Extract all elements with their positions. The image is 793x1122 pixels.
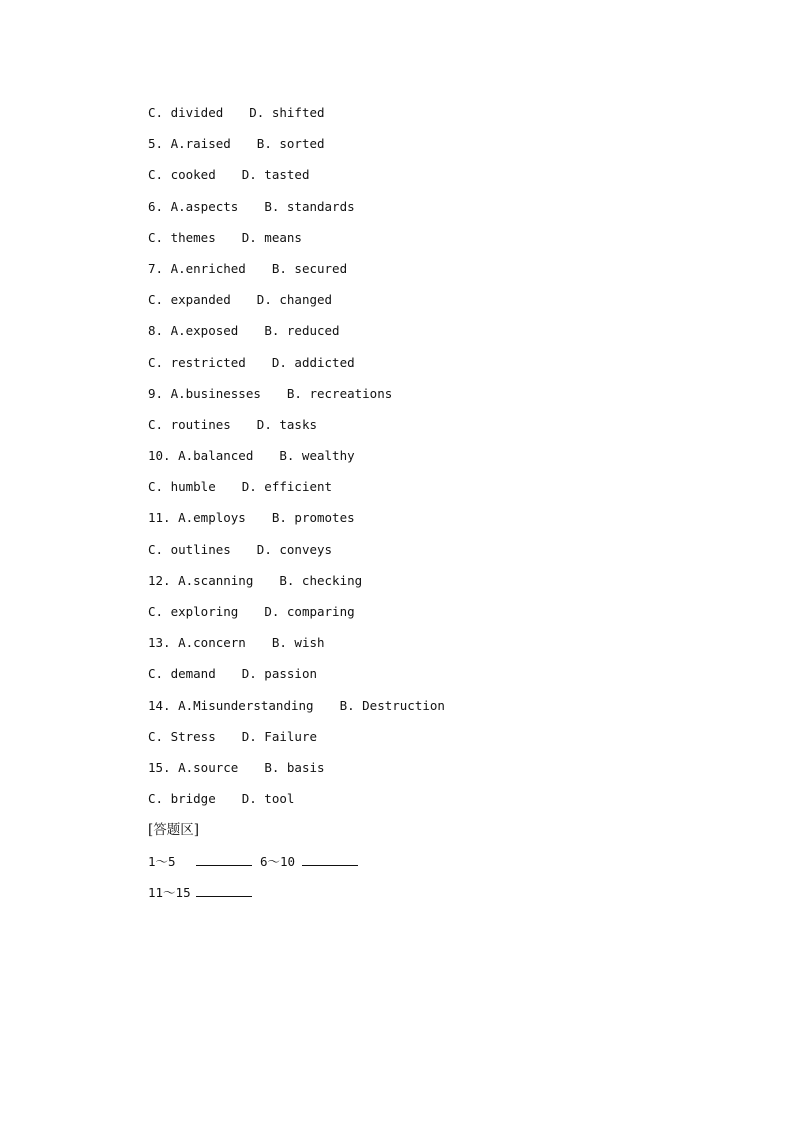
answer-range-11-15: 11～15 xyxy=(148,884,191,900)
option-line xyxy=(148,102,708,133)
option-left: 13. A.concern xyxy=(148,635,246,651)
option-right: D. passion xyxy=(241,666,317,682)
option-line xyxy=(148,133,708,164)
option-line xyxy=(148,726,708,757)
option-line xyxy=(148,414,708,445)
option-right: D. tool xyxy=(241,791,295,807)
option-right: B. sorted xyxy=(256,136,325,152)
answer-range-1-5: 1～5 xyxy=(148,853,176,869)
option-line xyxy=(148,320,708,351)
option-line xyxy=(148,570,708,601)
option-left: C. demand xyxy=(148,666,216,682)
option-left: C. themes xyxy=(148,229,216,245)
option-right: B. standards xyxy=(264,198,355,214)
option-left: C. humble xyxy=(148,479,216,495)
option-line xyxy=(148,164,708,195)
option-left: C. cooked xyxy=(148,167,216,183)
answer-area-title: [答题区] xyxy=(148,822,200,839)
answer-row-2 xyxy=(148,882,708,913)
option-right: B. basis xyxy=(264,759,325,775)
option-line xyxy=(148,507,708,538)
answer-blank-6-10[interactable] xyxy=(302,851,358,866)
option-right: B. reduced xyxy=(264,323,340,339)
option-right: B. wealthy xyxy=(279,448,355,464)
option-right: B. Destruction xyxy=(339,697,445,713)
option-left: 7. A.enriched xyxy=(148,260,246,276)
option-right: D. comparing xyxy=(264,604,355,619)
option-line xyxy=(148,601,708,632)
option-right: D. addicted xyxy=(271,354,355,370)
option-line xyxy=(148,695,708,726)
option-right: B. secured xyxy=(271,260,348,276)
option-right: D. means xyxy=(241,229,302,245)
option-line xyxy=(148,196,708,227)
answer-blank-11-15[interactable] xyxy=(196,882,252,897)
option-right: D. tasks xyxy=(256,416,318,432)
option-line xyxy=(148,476,708,507)
option-left: 14. A.Misunderstanding xyxy=(148,697,314,713)
option-left: C. routines xyxy=(148,416,231,432)
option-left: C. divided xyxy=(148,105,224,120)
option-line xyxy=(148,788,708,819)
option-line xyxy=(148,539,708,570)
option-right: D. shifted xyxy=(249,105,325,120)
option-right: D. Failure xyxy=(241,728,317,744)
option-left: 9. A.businesses xyxy=(148,385,261,401)
option-left: C. outlines xyxy=(148,541,231,557)
option-right: B. recreations xyxy=(286,385,393,401)
option-line xyxy=(148,383,708,414)
option-left: C. Stress xyxy=(148,728,216,744)
option-right: D. changed xyxy=(256,292,333,308)
option-line xyxy=(148,227,708,258)
answer-blank-1-5[interactable] xyxy=(196,851,252,866)
option-line xyxy=(148,258,708,289)
option-line xyxy=(148,757,708,788)
option-left: 12. A.scanning xyxy=(148,572,254,588)
option-line xyxy=(148,445,708,476)
option-left: C. restricted xyxy=(148,354,246,370)
answer-range-6-10: 6～10 xyxy=(260,853,296,869)
option-left: 11. A.employs xyxy=(148,510,246,526)
option-left: 6. A.aspects xyxy=(148,198,239,214)
option-right: D. efficient xyxy=(241,479,333,495)
option-left: C. exploring xyxy=(148,604,239,619)
option-left: 15. A.source xyxy=(148,759,239,775)
option-right: B. wish xyxy=(271,635,325,651)
option-right: B. promotes xyxy=(271,510,355,526)
answer-row-1 xyxy=(148,851,708,882)
option-line xyxy=(148,663,708,694)
option-right: D. tasted xyxy=(241,167,310,183)
option-left: 10. A.balanced xyxy=(148,448,254,464)
option-right: B. checking xyxy=(279,572,363,588)
option-left: 5. A.raised xyxy=(148,136,231,152)
option-right: D. conveys xyxy=(256,541,333,557)
option-left: C. bridge xyxy=(148,791,216,807)
option-line xyxy=(148,289,708,320)
option-line xyxy=(148,632,708,663)
question-options xyxy=(148,102,708,913)
option-left: C. expanded xyxy=(148,292,231,308)
option-left: 8. A.exposed xyxy=(148,323,239,339)
option-line xyxy=(148,352,708,383)
